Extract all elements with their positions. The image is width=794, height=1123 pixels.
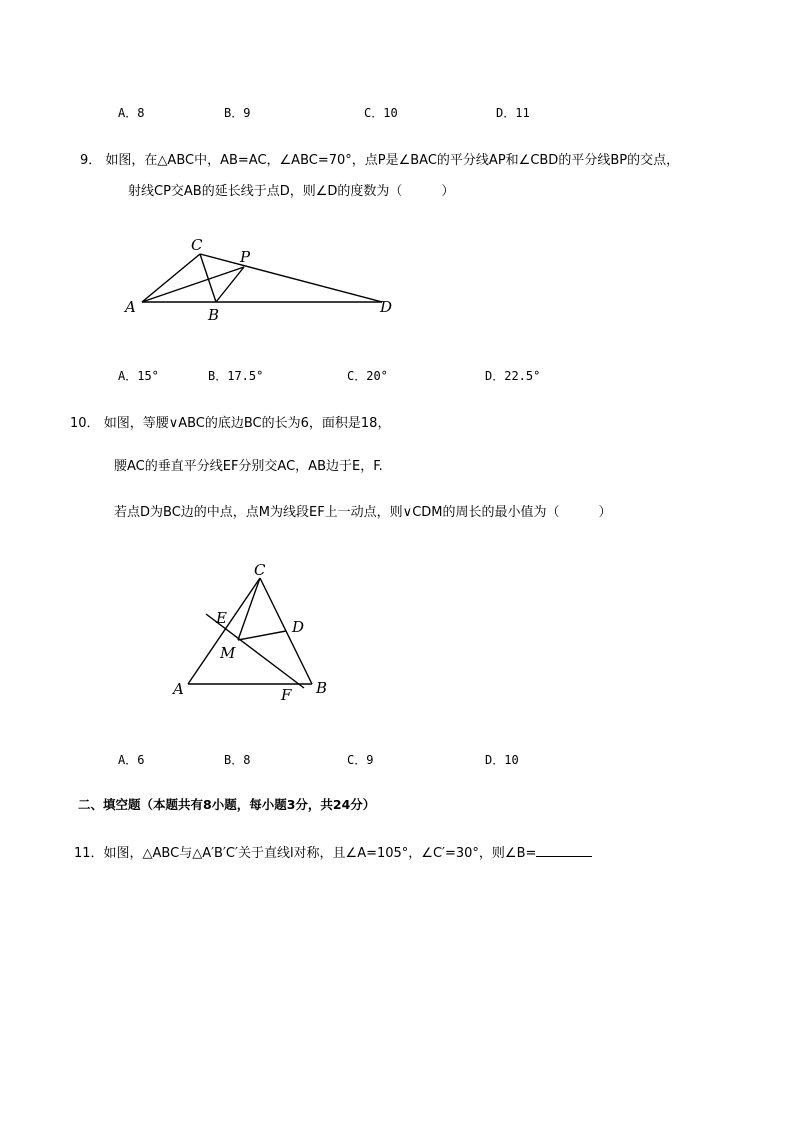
q9-number: 9． bbox=[80, 153, 102, 168]
q10-option-b: B．8 bbox=[224, 753, 251, 767]
q10-figure bbox=[168, 558, 338, 708]
segment-MD bbox=[238, 631, 286, 640]
q10-line2: 腰AC的垂直平分线EF分别交AC，AB边于E，F. bbox=[114, 459, 383, 474]
q9-figure bbox=[120, 232, 410, 327]
q10-text-line1: 如图，等腰∨ABC的底边BC的长为6，面积是18， bbox=[103, 416, 391, 431]
q10-option-c: C．9 bbox=[347, 753, 374, 767]
label-E: E bbox=[216, 609, 227, 627]
segment-CD bbox=[200, 254, 382, 302]
label-D: D bbox=[292, 618, 305, 636]
label-C: C bbox=[191, 236, 203, 254]
label-C: C bbox=[254, 561, 266, 579]
q9-option-a: A．15° bbox=[118, 369, 159, 383]
q8-option-a: A．8 bbox=[118, 106, 145, 120]
q10-option-d: D．10 bbox=[485, 753, 519, 767]
q11-answer-blank[interactable] bbox=[536, 844, 592, 857]
label-A: A bbox=[173, 680, 184, 698]
q8-option-b: B．9 bbox=[224, 106, 251, 120]
label-A: A bbox=[125, 298, 136, 316]
q11-text: 11．如图，△ABC与△A′B′C′关于直线l对称，且∠A=105°，∠C′=30°，则∠B= bbox=[74, 846, 537, 861]
q10-number: 10． bbox=[70, 416, 100, 431]
segment-CM bbox=[238, 578, 260, 640]
q9-option-b: B．17.5° bbox=[208, 369, 264, 383]
label-M: M bbox=[220, 644, 236, 662]
q10-option-a: A．6 bbox=[118, 753, 145, 767]
q10-line3: 若点D为BC边的中点，点M为线段EF上一动点，则∨CDM的周长的最小值为（ ） bbox=[114, 505, 612, 520]
q9-text-line1: 如图，在△ABC中，AB=AC，∠ABC=70°，点P是∠BAC的平分线AP和∠CBD的平分线BP的交点， bbox=[105, 153, 680, 168]
q9-line1 bbox=[80, 149, 679, 168]
label-D: D bbox=[380, 298, 393, 316]
q9-option-c: C．20° bbox=[347, 369, 388, 383]
label-F: F bbox=[281, 686, 292, 704]
label-B: B bbox=[208, 306, 220, 324]
section-2-title: 二、填空题（本题共有8小题，每小题3分，共24分） bbox=[78, 797, 376, 812]
segment-AP bbox=[142, 267, 244, 302]
q8-option-d: D．11 bbox=[496, 106, 530, 120]
q11-line bbox=[74, 842, 592, 861]
q9-option-d: D．22.5° bbox=[485, 369, 541, 383]
q8-option-c: C．10 bbox=[364, 106, 398, 120]
label-B: B bbox=[316, 679, 328, 697]
q10-line1 bbox=[70, 412, 390, 431]
segment-AC bbox=[188, 578, 260, 684]
label-P: P bbox=[240, 248, 251, 266]
q9-line2: 射线CP交AB的延长线于点D，则∠D的度数为（ ） bbox=[128, 184, 455, 199]
segment-AC bbox=[142, 254, 200, 302]
